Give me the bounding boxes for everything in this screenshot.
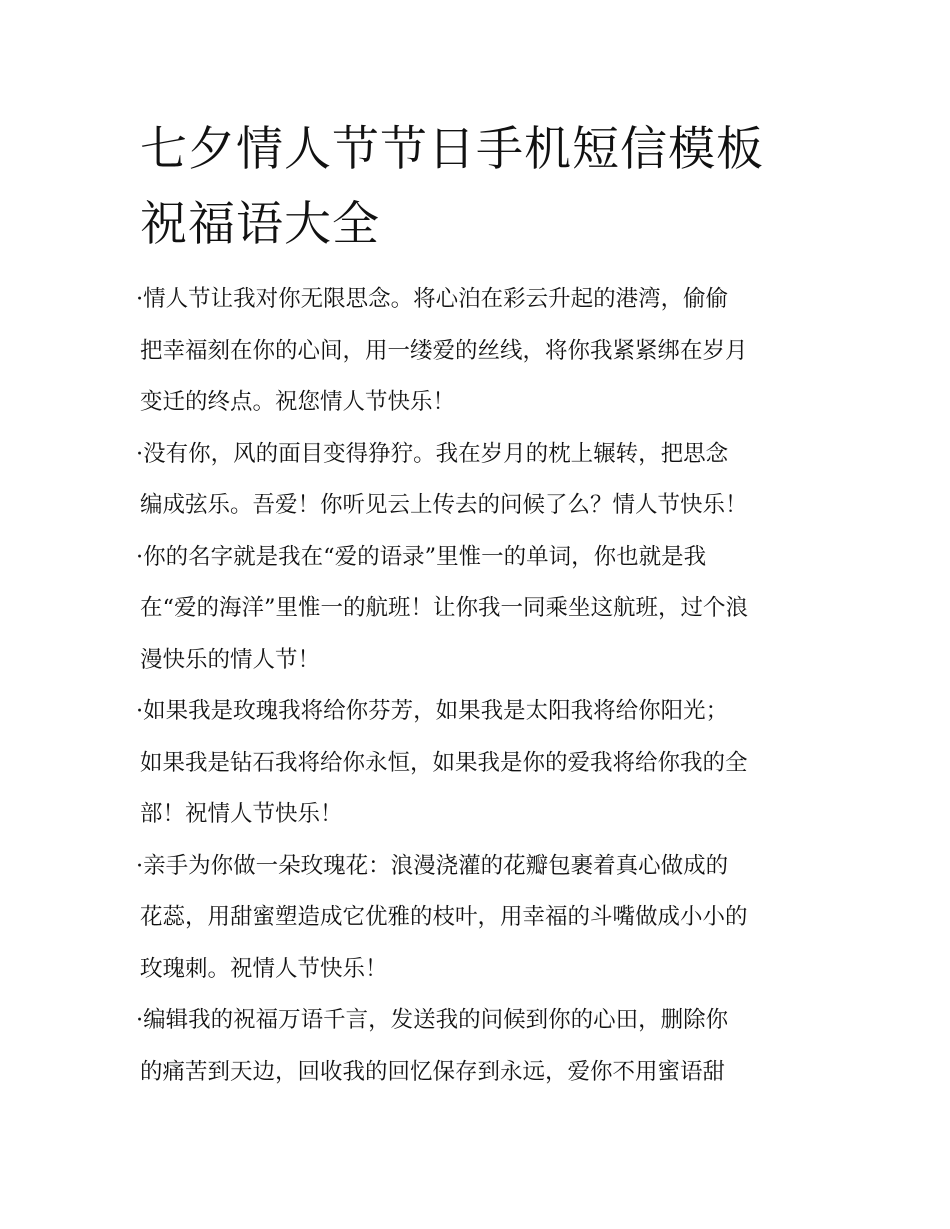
paragraph-line: 部！祝情人节快乐！ — [140, 801, 343, 827]
document-title — [140, 112, 830, 262]
paragraph-line: ·没有你，风的面目变得狰狞。我在岁月的枕上辗转，把思念 — [136, 440, 729, 467]
paragraph-line: 把幸福刻在你的心间，用一缕爱的丝线，将你我紧紧绑在岁月 — [140, 337, 748, 364]
paragraph-line: ·你的名字就是我在“爱的语录”里惟一的单词，你也就是我 — [136, 543, 707, 570]
paragraph-line: 变迁的终点。祝您情人节快乐！ — [140, 389, 456, 415]
document-body — [136, 274, 830, 1098]
paragraph-line: ·亲手为你做一朵玫瑰花：浪漫浇灌的花瓣包裹着真心做成的 — [136, 852, 729, 879]
paragraph-line: 玫瑰刺。祝情人节快乐！ — [140, 955, 388, 982]
paragraph-line: 编成弦乐。吾爱！你听见云上传去的问候了么？情人节快乐！ — [140, 492, 748, 518]
paragraph-line: ·情人节让我对你无限思念。将心泊在彩云升起的港湾，偷偷 — [136, 286, 729, 312]
paragraph-line: ·编辑我的祝福万语千言，发送我的问候到你的心田，删除你 — [136, 1007, 729, 1033]
paragraph-line: 的痛苦到天边，回收我的回忆保存到永远，爱你不用蜜语甜 — [140, 1058, 726, 1085]
paragraph-line: 漫快乐的情人节！ — [140, 646, 321, 673]
paragraph-line: 如果我是钻石我将给你永恒，如果我是你的爱我将给你我的全 — [140, 749, 748, 776]
title-line: 七夕情人节节日手机短信模板 — [140, 122, 764, 177]
paragraph-line: ·如果我是玫瑰我将给你芬芳，如果我是太阳我将给你阳光； — [136, 698, 729, 724]
title-line: 祝福语大全 — [140, 197, 380, 252]
paragraph-line: 在“爱的海洋”里惟一的航班！让你我一同乘坐这航班，过个浪 — [140, 595, 749, 621]
paragraph-line: 花蕊，用甜蜜塑造成它优雅的枝叶，用幸福的斗嘴做成小小的 — [140, 904, 748, 930]
